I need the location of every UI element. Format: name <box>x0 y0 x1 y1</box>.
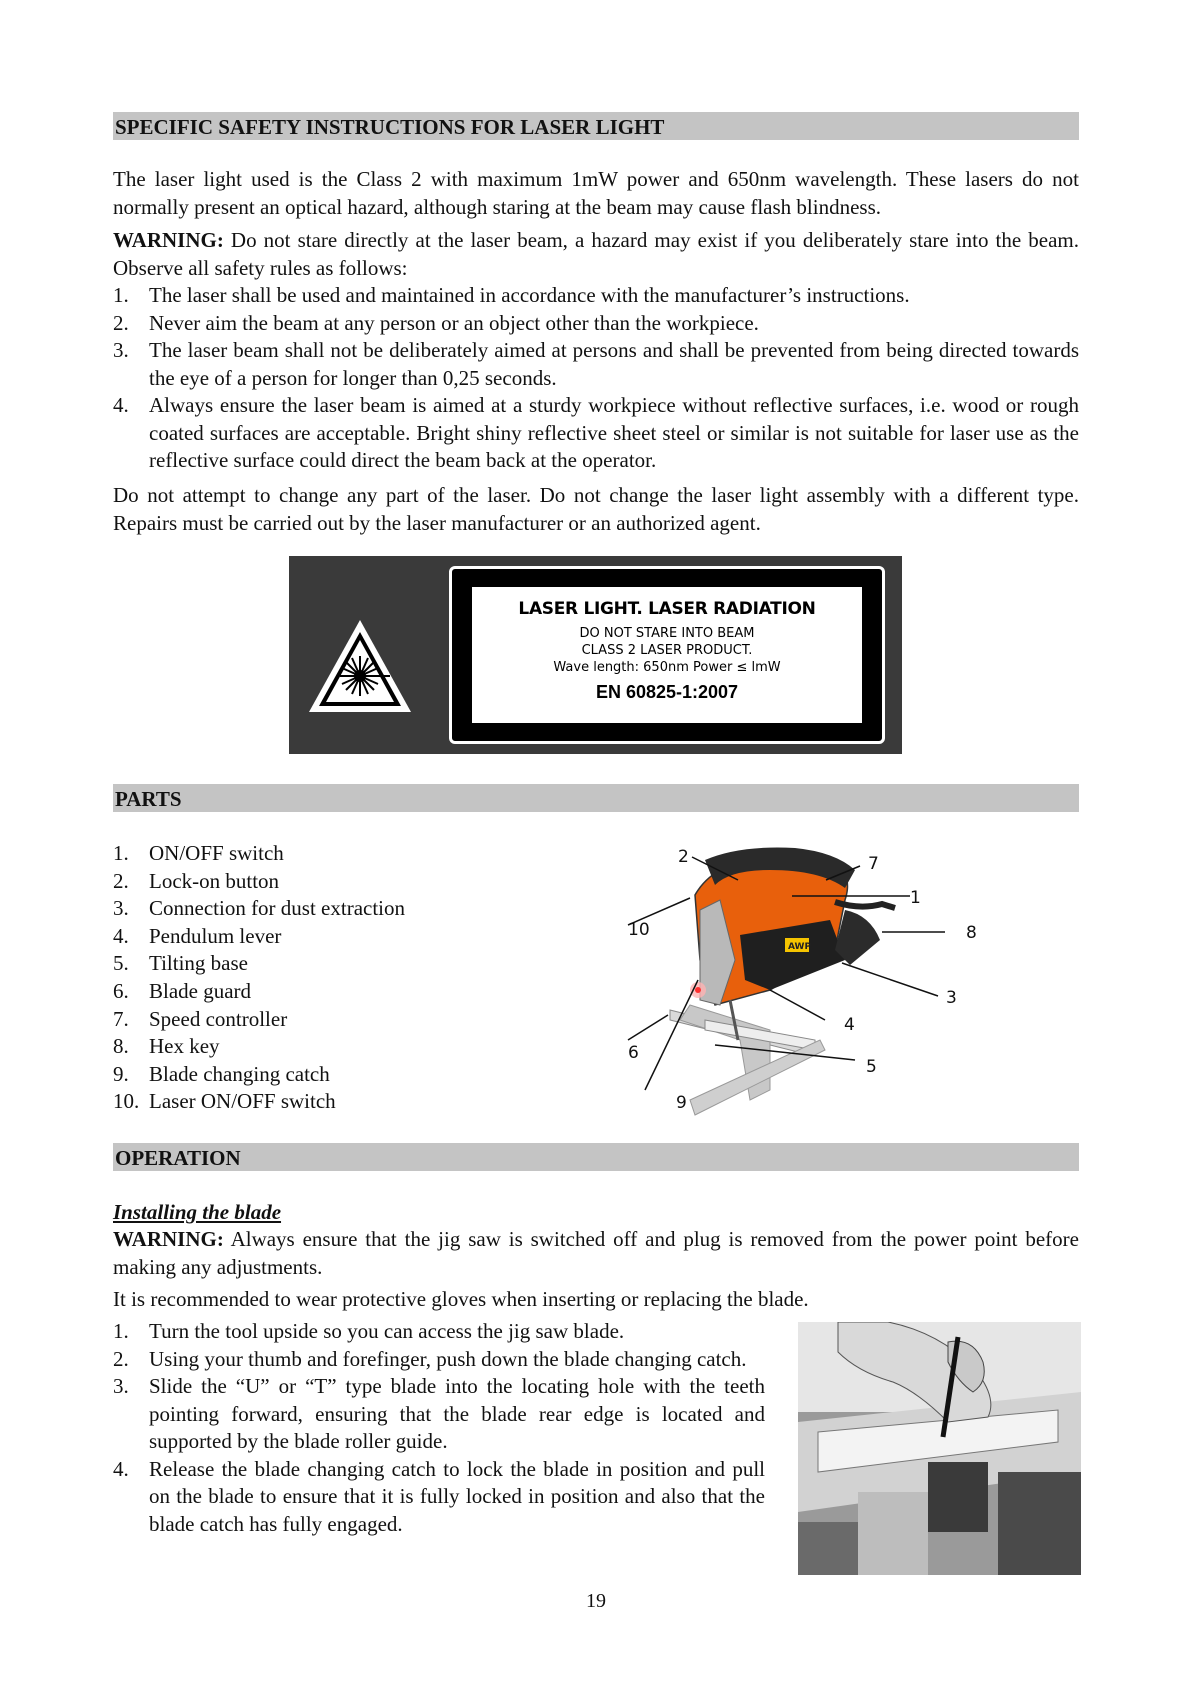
laser-rules-list <box>113 282 1079 475</box>
list-item: 1. ON/OFF switch <box>113 841 284 865</box>
callout-8: 8 <box>966 923 977 943</box>
callout-1: 1 <box>910 888 921 908</box>
blade-installation-photo <box>798 1322 1081 1575</box>
laser-hazard-icon <box>305 616 415 716</box>
callout-3: 3 <box>946 988 957 1008</box>
list-item: 3. Slide the “U” or “T” type blade into the locating hole with the teeth pointing forward, ensuring that the blade rear edge is located and supported by the blade roller guide. <box>113 1374 765 1453</box>
callout-10: 10 <box>628 920 650 940</box>
list-item: 3. The laser beam shall not be deliberately aimed at persons and shall be prevented from being directed towards the eye of a person for longer than 0,25 seconds. <box>113 338 1079 390</box>
callout-2: 2 <box>678 847 689 867</box>
list-item: 8. Hex key <box>113 1034 220 1059</box>
laser-intro-paragraph: The laser light used is the Class 2 with maximum 1mW power and 650nm wavelength. These lasers do not normally present an optical hazard, although staring at the beam may cause flash blindness. <box>113 167 1079 219</box>
list-item: 1. The laser shall be used and maintained in accordance with the manufacturer’s instructions. <box>113 283 910 307</box>
list-item: 2. Using your thumb and forefinger, push down the blade changing catch. <box>113 1346 747 1371</box>
section-header-operation: OPERATION <box>113 1143 1079 1171</box>
callout-9: 9 <box>676 1093 687 1113</box>
list-item: 3. Connection for dust extraction <box>113 896 406 921</box>
list-item: 1. Turn the tool upside so you can access the jig saw blade. <box>113 1319 625 1343</box>
callout-4: 4 <box>844 1015 855 1035</box>
blade-steps-list <box>113 1318 765 1538</box>
operation-warning-paragraph <box>113 1226 1079 1281</box>
laser-warning-paragraph <box>113 227 1079 282</box>
section-header-laser-safety: SPECIFIC SAFETY INSTRUCTIONS FOR LASER LIGHT <box>113 112 1079 140</box>
parts-list <box>113 840 573 1116</box>
laser-warning-label <box>289 556 902 754</box>
label-line-2: CLASS 2 LASER PRODUCT. <box>581 643 753 658</box>
list-item: 7. Speed controller <box>113 1006 288 1031</box>
list-item: 9. Blade changing catch <box>113 1061 330 1086</box>
label-inner <box>472 587 862 723</box>
list-item: 10. Laser ON/OFF switch <box>113 1089 336 1114</box>
jigsaw-parts-diagram <box>620 840 1000 1120</box>
brand-mark: AWP <box>788 942 812 952</box>
label-line-1: DO NOT STARE INTO BEAM <box>579 626 755 641</box>
label-standard: EN 60825-1:2007 <box>595 682 739 702</box>
laser-closing-paragraph: Do not attempt to change any part of the laser. Do not change the laser light assembly with a different type. Repairs must be carried out by the laser manufacturer or an authorized agent. <box>113 483 1079 535</box>
warning-text: Do not stare directly at the laser beam, a hazard may exist if you deliberately stare into the beam. Observe all safety rules as follows: <box>113 228 1079 280</box>
hand-installing-blade-image <box>798 1322 1081 1575</box>
warning-label: WARNING: <box>113 228 224 252</box>
list-item: 6. Blade guard <box>113 978 252 1003</box>
callout-7: 7 <box>868 854 879 874</box>
installing-blade-heading: Installing the blade <box>113 1200 282 1224</box>
page-number: 19 <box>586 1590 606 1612</box>
label-title: LASER LIGHT. LASER RADIATION <box>518 599 816 619</box>
warning-label: WARNING: <box>113 1227 224 1251</box>
list-item: 4. Always ensure the laser beam is aimed at a sturdy workpiece without reflective surfaces, i.e. wood or rough coated surfaces are acceptable. Bright shiny reflective sheet steel or similar is not suitable for laser use as the reflective surface could direct the beam back at the operator. <box>113 393 1079 472</box>
list-item: 4. Pendulum lever <box>113 923 282 948</box>
label-line-3: Wave length: 650nm Power ≤ lmW <box>553 660 781 675</box>
list-item: 2. Never aim the beam at any person or an object other than the workpiece. <box>113 310 759 335</box>
label-text-box <box>449 566 885 744</box>
warning-text: Always ensure that the jig saw is switched off and plug is removed from the power point before making any adjustments. <box>113 1227 1079 1279</box>
gloves-recommendation: It is recommended to wear protective gloves when inserting or replacing the blade. <box>113 1287 809 1311</box>
callout-6: 6 <box>628 1043 639 1063</box>
list-item: 4. Release the blade changing catch to lock the blade in position and pull on the blade to ensure that it is fully locked in position and also that the blade catch has fully engaged. <box>113 1456 765 1536</box>
list-item: 5. Tilting base <box>113 951 248 976</box>
callout-5: 5 <box>866 1057 877 1077</box>
list-item: 2. Lock-on button <box>113 868 280 893</box>
section-header-parts: PARTS <box>113 784 1079 812</box>
